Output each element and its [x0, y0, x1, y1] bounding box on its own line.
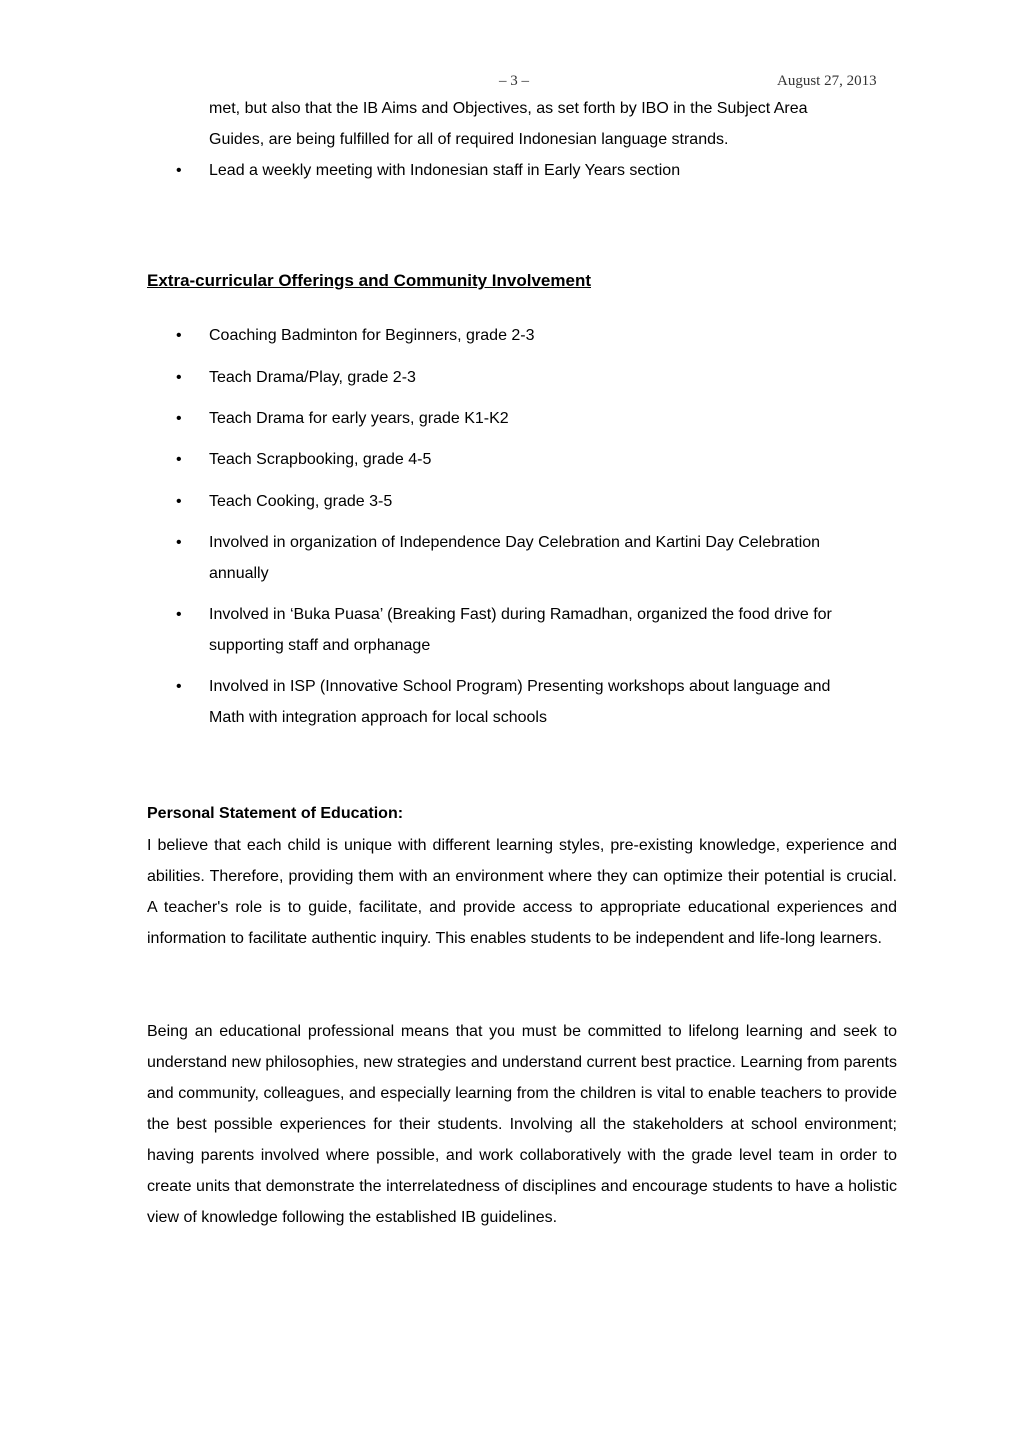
- page-number: – 3 –: [499, 73, 529, 89]
- section-heading-personal-statement: Personal Statement of Education:: [147, 805, 404, 822]
- paragraph-2: Being an educational professional means that you must be committed to lifelong learning and seek to understand new philosophies, new strategies and understand current best practice. Learning from parents and community, colleagues, and especially learning from the children is vital to enable teachers to provide the best possible experiences for their students. Involving all the stakeholders at school environment; having parents involved where possible, and work collaboratively with the grade level team in order to create units that demonstrate the interrelatedness of disciplines and encourage students to have a holistic view of knowledge following the established IB guidelines.: [147, 1023, 897, 1226]
- continued-line-2: Guides, are being fulfilled for all of required Indonesian language strands.: [209, 131, 729, 148]
- header-date: August 27, 2013: [777, 73, 877, 89]
- list-item-text-continued: Math with integration approach for local schools: [209, 709, 547, 726]
- list-item-text: Teach Cooking, grade 3-5: [209, 493, 393, 510]
- list-item-text: Involved in ISP (Innovative School Program) Presenting workshops about language and: [209, 678, 831, 695]
- bullet-icon: •: [176, 606, 182, 623]
- list-item-text-continued: annually: [209, 565, 269, 582]
- list-item-text: Teach Scrapbooking, grade 4-5: [209, 451, 432, 468]
- bullet-icon: •: [176, 534, 182, 551]
- bullet-icon: •: [176, 493, 182, 510]
- list-item-text: Teach Drama for early years, grade K1-K2: [209, 410, 509, 427]
- continued-line-1: met, but also that the IB Aims and Objectives, as set forth by IBO in the Subject Area: [209, 100, 808, 117]
- list-item-text-continued: supporting staff and orphanage: [209, 637, 431, 654]
- bullet-icon: •: [176, 410, 182, 427]
- bullet-icon: •: [176, 451, 182, 468]
- list-item-text: Involved in ‘Buka Puasa’ (Breaking Fast) during Ramadhan, organized the food drive for: [209, 606, 832, 623]
- bullet-icon: •: [176, 327, 182, 344]
- bullet-icon: •: [176, 162, 182, 179]
- paragraph-1: I believe that each child is unique with different learning styles, pre-existing knowledge, experience and abilities. Therefore, providing them with an environment where they can optimize their potential is crucial. A teacher's role is to guide, facilitate, and provide access to appropriate educational experiences and information to facilitate authentic inquiry. This enables students to be independent and life-long learners.: [147, 837, 897, 947]
- list-item-text: Lead a weekly meeting with Indonesian staff in Early Years section: [209, 162, 681, 179]
- bullet-icon: •: [176, 678, 182, 695]
- section-heading-extracurricular: Extra-curricular Offerings and Community Involvement: [147, 271, 591, 290]
- list-item-text: Involved in organization of Independence Day Celebration and Kartini Day Celebration: [209, 534, 821, 551]
- list-item-text: Coaching Badminton for Beginners, grade 2-3: [209, 327, 535, 344]
- bullet-icon: •: [176, 369, 182, 386]
- list-item-text: Teach Drama/Play, grade 2-3: [209, 369, 416, 386]
